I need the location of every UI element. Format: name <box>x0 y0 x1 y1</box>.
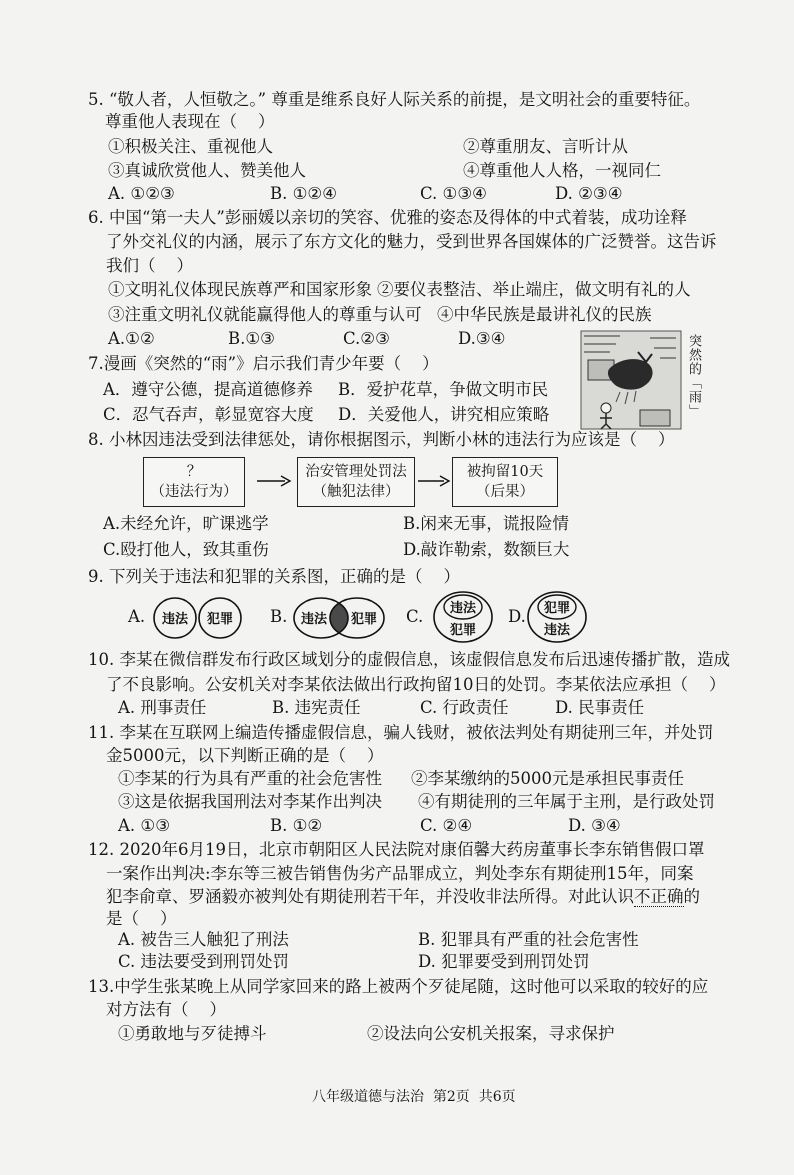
q11-option-c: C. ②④ <box>420 816 473 835</box>
q9-option-b-label: B. <box>270 607 288 626</box>
q9-diagram-b-left-label: 违法 <box>300 612 328 627</box>
q11-statement-1: ①李某的行为具有严重的社会危害性 <box>118 769 382 788</box>
q6-statement-2: ②要仪表整洁、举止端庄，做文明有礼的人 <box>377 280 691 299</box>
q7-option-d: D．关爱他人，讲究相应策略 <box>338 405 550 424</box>
q11-statement-4: ④有期徒刑的三年属于主刑，是行政处罚 <box>418 792 715 811</box>
q13-stem-line-2: 对方法有（ ） <box>106 1000 226 1019</box>
q10-option-c: C. 行政责任 <box>420 698 509 717</box>
q9-option-c-label: C. <box>406 607 424 626</box>
q11-stem-line-1: 11. 李某在互联网上编造传播虚假信息，骗人钱财，被依法判处有期徒刑三年，并处罚 <box>88 723 714 742</box>
flow-box-illegal-act <box>143 457 245 507</box>
q6-option-c: C.②③ <box>343 329 390 348</box>
q10-option-a: A. 刑事责任 <box>118 698 207 717</box>
q5-option-a: A. ①②③ <box>108 184 175 203</box>
q12-option-a: A. 被告三人触犯了刑法 <box>118 930 289 949</box>
q6-stem-line-2: 了外交礼仪的内涵，展示了东方文化的魅力，受到世界各国媒体的广泛赞誉。这告诉 <box>106 232 717 251</box>
q10-option-b: B. 违宪责任 <box>272 698 361 717</box>
flow-box-law-top: 治安管理处罚法 <box>305 464 407 480</box>
q12-stem-line-1: 12. 2020年6月19日，北京市朝阳区人民法院对康佰馨大药房董事长李东销售假口罩 <box>88 840 705 859</box>
q11-stem-line-2: 金5000元，以下判断正确的是（ ） <box>106 746 384 765</box>
q7-option-c: C．忍气吞声，彰显宽容大度 <box>103 405 314 424</box>
q11-statement-2: ②李某缴纳的5000元是承担民事责任 <box>411 769 684 788</box>
q9-diagram-c-inner-label: 违法 <box>449 601 477 616</box>
cartoon-caption: 突然的「雨」 <box>686 334 701 418</box>
q9-diagram-d-outer-label: 违法 <box>543 623 571 638</box>
q12-option-b: B. 犯罪具有严重的社会危害性 <box>418 930 639 949</box>
q9-diagram-c <box>432 590 494 644</box>
q5-statement-2: ②尊重朋友、言听计从 <box>463 137 628 156</box>
q12-emphasis-not-correct: 不正确 <box>634 887 684 906</box>
q9-option-a-label: A. <box>128 607 146 626</box>
q5-stem-line-2: 尊重他人表现在（ ） <box>105 112 275 131</box>
q10-stem-line-1: 10. 李某在微信群发布行政区域划分的虚假信息，该虚假信息发布后迅速传播扩散，造成 <box>88 650 730 669</box>
q9-diagram-a <box>152 595 244 641</box>
q12-stem-line-2: 一案作出判决:李东等三被告销售伪劣产品罪成立，判处李东有期徒刑15年，同案 <box>106 864 694 883</box>
q6-stem-line-1: 6. 中国“第一夫人”彭丽媛以亲切的笑容、优雅的姿态及得体的中式着装，成功诠释 <box>88 208 687 227</box>
q10-stem-line-2: 了不良影响。公安机关对李某依法做出行政拘留10日的处罚。李某依法应承担（ ） <box>106 675 726 694</box>
q9-diagram-a-right-label: 犯罪 <box>206 612 234 627</box>
flow-box-illegal-act-bottom: （违法行为） <box>150 484 238 500</box>
q11-option-d: D. ③④ <box>568 816 621 835</box>
q13-statement-1: ①勇敢地与歹徒搏斗 <box>118 1024 267 1043</box>
q6-option-a: A.①② <box>108 329 155 348</box>
q5-option-c: C. ①③④ <box>420 184 487 203</box>
q7-option-b: B．爱护花草，争做文明市民 <box>338 380 549 399</box>
q10-option-d: D. 民事责任 <box>555 698 645 717</box>
q6-stem-line-3: 我们（ ） <box>106 256 193 275</box>
q5-statement-4: ④尊重他人人格，一视同仁 <box>463 161 661 180</box>
q9-option-d-label: D. <box>508 607 526 626</box>
q6-statement-3: ③注重文明礼仪就能赢得他人的尊重与认可 <box>108 305 422 324</box>
q6-option-b: B.①③ <box>228 329 275 348</box>
q12-stem-line-3-tail: 的 <box>683 887 700 906</box>
q8-option-a: A.未经允许，旷课逃学 <box>103 514 269 533</box>
flow-box-consequence-bottom: （后果） <box>476 484 534 500</box>
q9-diagram-a-left-label: 违法 <box>161 612 189 627</box>
q9-stem-line-1: 9. 下列关于违法和犯罪的关系图，正确的是（ ） <box>88 567 460 586</box>
q6-option-d: D.③④ <box>458 329 506 348</box>
q12-stem-line-4: 是（ ） <box>106 909 177 928</box>
q11-option-a: A. ①③ <box>118 816 170 835</box>
q9-diagram-b <box>292 595 386 641</box>
q11-option-b: B. ①② <box>270 816 323 835</box>
q12-option-c: C. 违法要受到刑罚处罚 <box>118 952 290 971</box>
page-footer: 八年级道德与法治 第2页 共6页 <box>312 1089 516 1105</box>
q9-diagram-c-outer-label: 犯罪 <box>449 623 477 638</box>
q8-stem-line-1: 8. 小林因违法受到法律惩处，请你根据图示，判断小林的违法行为应该是（ ） <box>88 430 675 449</box>
q6-statement-4: ④中华民族是最讲礼仪的民族 <box>437 305 652 324</box>
q12-stem-line-3 <box>106 887 700 907</box>
q8-option-d: D.敲诈勒索，数额巨大 <box>403 540 570 559</box>
q5-option-b: B. ①②④ <box>270 184 337 203</box>
flow-box-law <box>297 457 415 507</box>
flow-arrow-1 <box>255 473 293 489</box>
q12-stem-line-3-text: 犯李俞章、罗涵毅亦被判处有期徒刑若干年，并没收非法所得。对此认识 <box>106 887 634 906</box>
flow-box-consequence <box>452 457 558 507</box>
q12-option-d: D. 犯罪要受到刑罚处罚 <box>418 952 590 971</box>
q5-statement-1: ①积极关注、重视他人 <box>108 137 273 156</box>
flow-box-illegal-act-top: ？ <box>186 464 202 480</box>
q11-statement-3: ③这是依据我国刑法对李某作出判决 <box>118 792 382 811</box>
flow-arrow-2 <box>416 473 452 489</box>
q7-stem-line-1: 7.漫画《突然的“雨”》启示我们青少年要（ ） <box>88 354 439 373</box>
q9-diagram-b-right-label: 犯罪 <box>350 612 378 627</box>
cartoon-sudden-rain-image <box>580 330 682 430</box>
q6-statement-1: ①文明礼仪体现民族尊严和国家形象 <box>108 280 372 299</box>
q9-diagram-d <box>526 590 588 644</box>
q8-option-b: B.闲来无事，谎报险情 <box>403 514 569 533</box>
flow-box-consequence-top: 被拘留10天 <box>466 464 544 480</box>
q9-diagram-d-inner-label: 犯罪 <box>543 601 571 616</box>
q13-statement-2: ②设法向公安机关报案，寻求保护 <box>367 1024 615 1043</box>
flow-box-law-bottom: （触犯法律） <box>312 484 400 500</box>
q5-stem-line-1: 5. “敬人者，人恒敬之。” 尊重是维系良好人际关系的前提，是文明社会的重要特征。 <box>88 90 701 109</box>
q8-option-c: C.殴打他人，致其重伤 <box>103 540 269 559</box>
q7-option-a: A．遵守公德，提高道德修养 <box>103 380 313 399</box>
q13-stem-line-1: 13.中学生张某晚上从同学家回来的路上被两个歹徒尾随，这时他可以采取的较好的应 <box>88 977 709 996</box>
q5-statement-3: ③真诚欣赏他人、赞美他人 <box>108 161 306 180</box>
q5-option-d: D. ②③④ <box>555 184 623 203</box>
